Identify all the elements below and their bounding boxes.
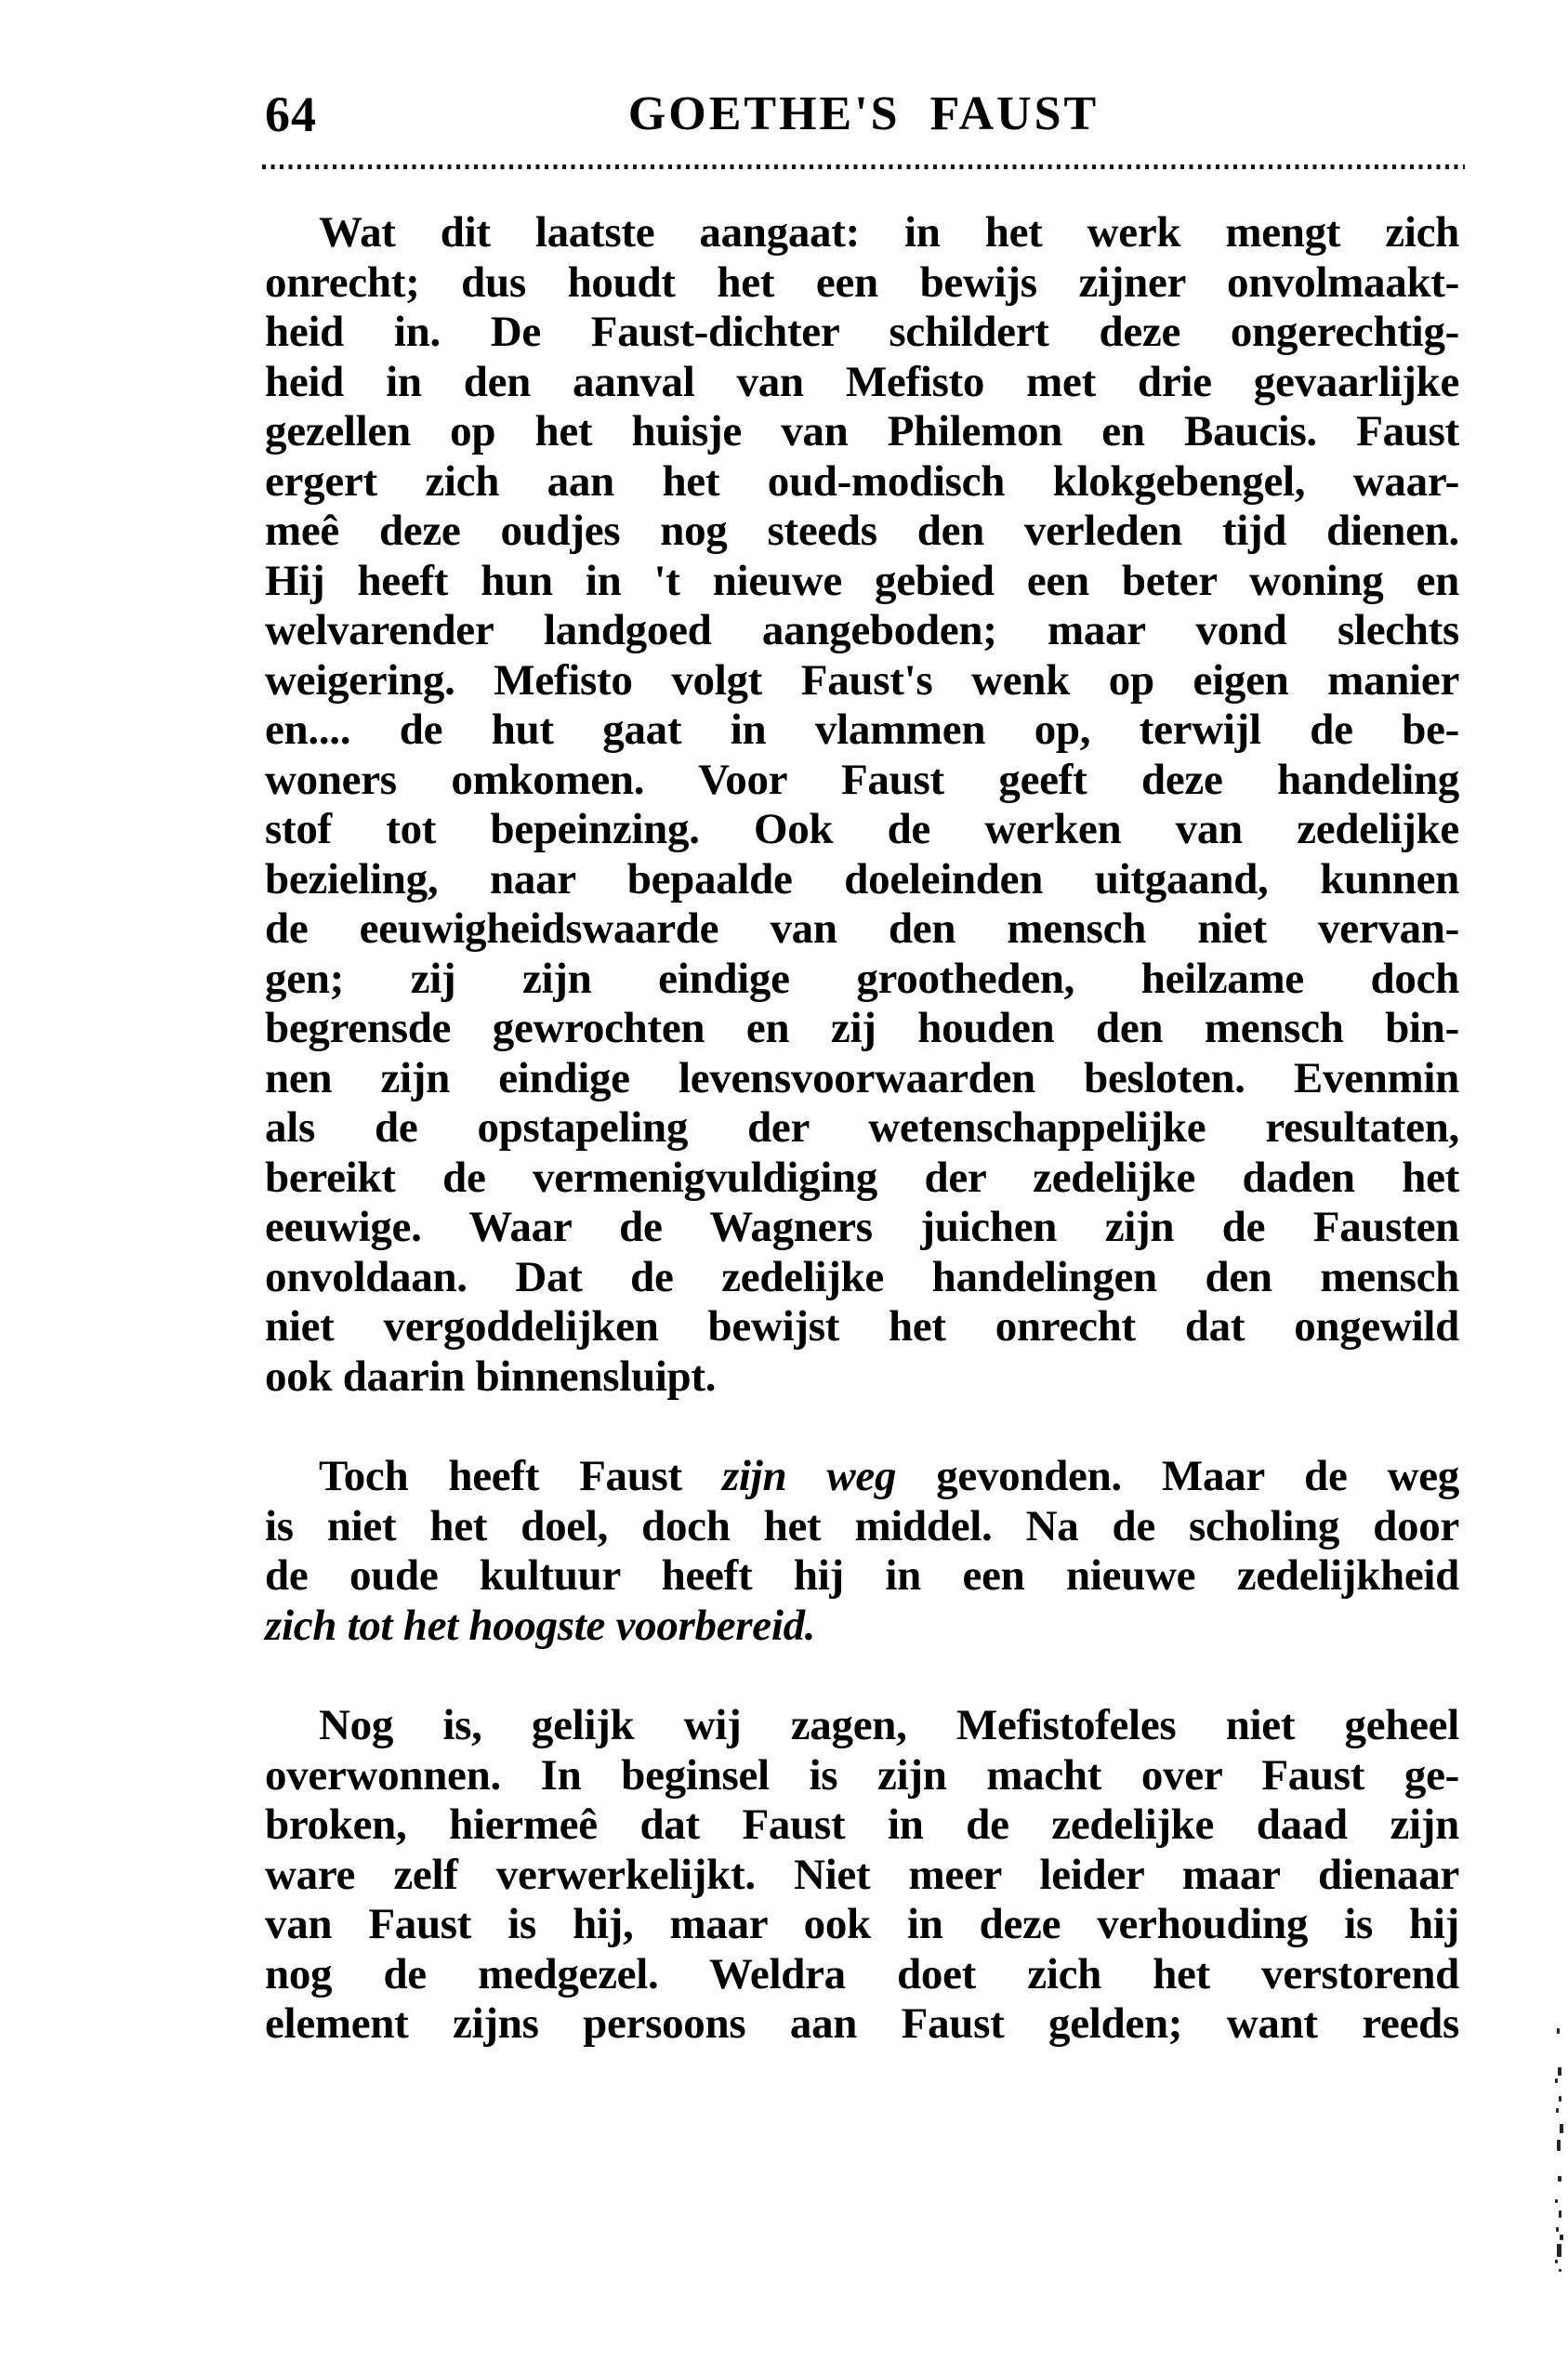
text-line [265,1900,1459,1950]
text-segment: Toch heeft Faust [319,1452,722,1500]
text-line [265,1999,1459,2050]
text-segment: element zijns persoons aan Faust gelden; want reeds [265,1999,1459,2048]
text-segment: gevonden. Maar de weg [896,1452,1459,1500]
running-title: GOETHE'S FAUST [627,87,1100,140]
text-segment: welvarender landgoed aangeboden; maar vond slechts [265,606,1459,654]
text-segment: bereikt de vermenigvuldiging der zedelijke daden het [265,1153,1459,1202]
scan-speck [1555,2078,1558,2083]
text-line [265,1751,1459,1801]
scan-speck [1555,2260,1558,2263]
text-line [265,1452,1459,1502]
scan-speck [1555,2199,1558,2203]
text-segment: onvoldaan. Dat de zedelijke handelingen den mensch [265,1252,1459,1301]
text-line [265,1800,1459,1851]
scan-speck [1556,2108,1559,2113]
paragraph [265,1452,1459,1651]
text-segment: Wat dit laatste aangaat: in het werk mengt zich [319,208,1459,257]
text-line [265,1352,1459,1403]
text-segment: heid in. De Faust-dichter schildert deze ongerechtig- [265,308,1459,356]
scan-speck [1557,2140,1561,2151]
scan-speck [1558,2176,1561,2182]
text-segment: als de opstapeling der wetenschappelijke resultaten, [265,1103,1459,1152]
scan-speck [1558,2067,1561,2076]
text-segment: Hij heeft hun in 't nieuwe gebied een beter woning en [265,556,1459,605]
text-line [265,1602,1459,1652]
italic-phrase: zich tot het hoogste voorbereid. [265,1601,816,1650]
text-segment: ware zelf verwerkelijkt. Niet meer leider maar dienaar [265,1850,1459,1899]
text-line [265,1551,1459,1602]
text-line [265,606,1459,656]
text-segment: stof tot bepeinzing. Ook de werken van zedelijke [265,805,1459,853]
text-line [265,756,1459,806]
paragraph [265,208,1459,1402]
text-line [265,955,1459,1005]
text-segment: ook daarin binnensluipt. [265,1352,717,1401]
text-segment: broken, hiermeê dat Faust in de zedelijke daad zijn [265,1800,1459,1849]
italic-phrase: zijn weg [721,1452,897,1500]
text-segment: de eeuwigheidswaarde van den mensch niet vervan- [265,904,1459,953]
scan-speck [1559,2096,1561,2102]
text-segment: heid in den aanval van Mefisto met drie gevaarlijke [265,357,1459,406]
text-line [265,1004,1459,1054]
text-segment: nen zijn eindige levensvoorwaarden besloten. Evenmin [265,1053,1459,1102]
scan-speck [1560,2124,1563,2133]
text-segment: bezieling, naar bepaalde doeleinden uitgaand, kunnen [265,854,1459,903]
text-line [265,1253,1459,1303]
text-segment: niet vergoddelijken bewijst het onrecht dat ongewild [265,1302,1459,1351]
text-segment: meê deze oudjes nog steeds den verleden tijd dienen. [265,507,1459,555]
scan-speck [1557,2244,1561,2257]
text-line [265,1203,1459,1253]
text-segment: onrecht; dus houdt het een bewijs zijner onvolmaakt- [265,257,1459,307]
text-segment: en.... de hut gaat in vlammen op, terwijl de be- [265,706,1459,754]
text-line [265,1154,1459,1204]
text-line [265,507,1459,557]
text-segment: Nog is, gelijk wij zagen, Mefistofeles niet geheel [319,1701,1459,1749]
page-body [265,208,1459,2050]
text-segment: gen; zij zijn eindige grootheden, heilzame doch [265,954,1459,1003]
text-line [265,557,1459,607]
text-segment: woners omkomen. Voor Faust geeft deze handeling [265,755,1459,804]
text-line [265,407,1459,457]
text-line [265,1701,1459,1751]
paragraph [265,1701,1459,2050]
text-line [265,258,1459,309]
text-segment: is niet het doel, doch het middel. Na de scholing door [265,1501,1459,1550]
text-line [265,1302,1459,1352]
scan-speck [1556,2227,1559,2232]
scan-speck [1559,2210,1561,2218]
text-segment: ergert zich aan het oud-modisch klokgebengel, waar- [265,456,1459,506]
page-header [265,87,1462,145]
text-line [265,1103,1459,1154]
text-line [265,208,1459,258]
text-line [265,805,1459,855]
text-segment: gezellen op het huisje van Philemon en Baucis. Faust [265,407,1459,455]
text-line [265,457,1459,508]
text-line [265,1054,1459,1104]
text-line [265,1502,1459,1552]
scan-speck [1560,2235,1563,2240]
text-segment: eeuwige. Waar de Wagners juichen zijn de Fausten [265,1203,1459,1251]
text-line [265,904,1459,955]
page-number: 64 [265,86,317,142]
text-segment: weigering. Mefisto volgt Faust's wenk op eigen manier [265,655,1459,705]
dotted-rule-divider [262,165,1465,169]
text-line [265,308,1459,358]
text-line [265,706,1459,756]
text-line [265,656,1459,706]
text-segment: de oude kultuur heeft hij in een nieuwe zedelijkheid [265,1551,1459,1600]
scan-speck [1557,2028,1560,2034]
text-line [265,1851,1459,1901]
text-line [265,855,1459,905]
text-line [265,358,1459,408]
scan-speck [1559,2269,1561,2272]
text-segment: nog de medgezel. Weldra doet zich het verstorend [265,1949,1459,1998]
text-segment: begrensde gewrochten en zij houden den mensch bin- [265,1004,1459,1052]
text-segment: overwonnen. In beginsel is zijn macht over Faust ge- [265,1750,1459,1800]
text-segment: van Faust is hij, maar ook in deze verhouding is hij [265,1900,1459,1948]
text-line [265,1950,1459,2000]
